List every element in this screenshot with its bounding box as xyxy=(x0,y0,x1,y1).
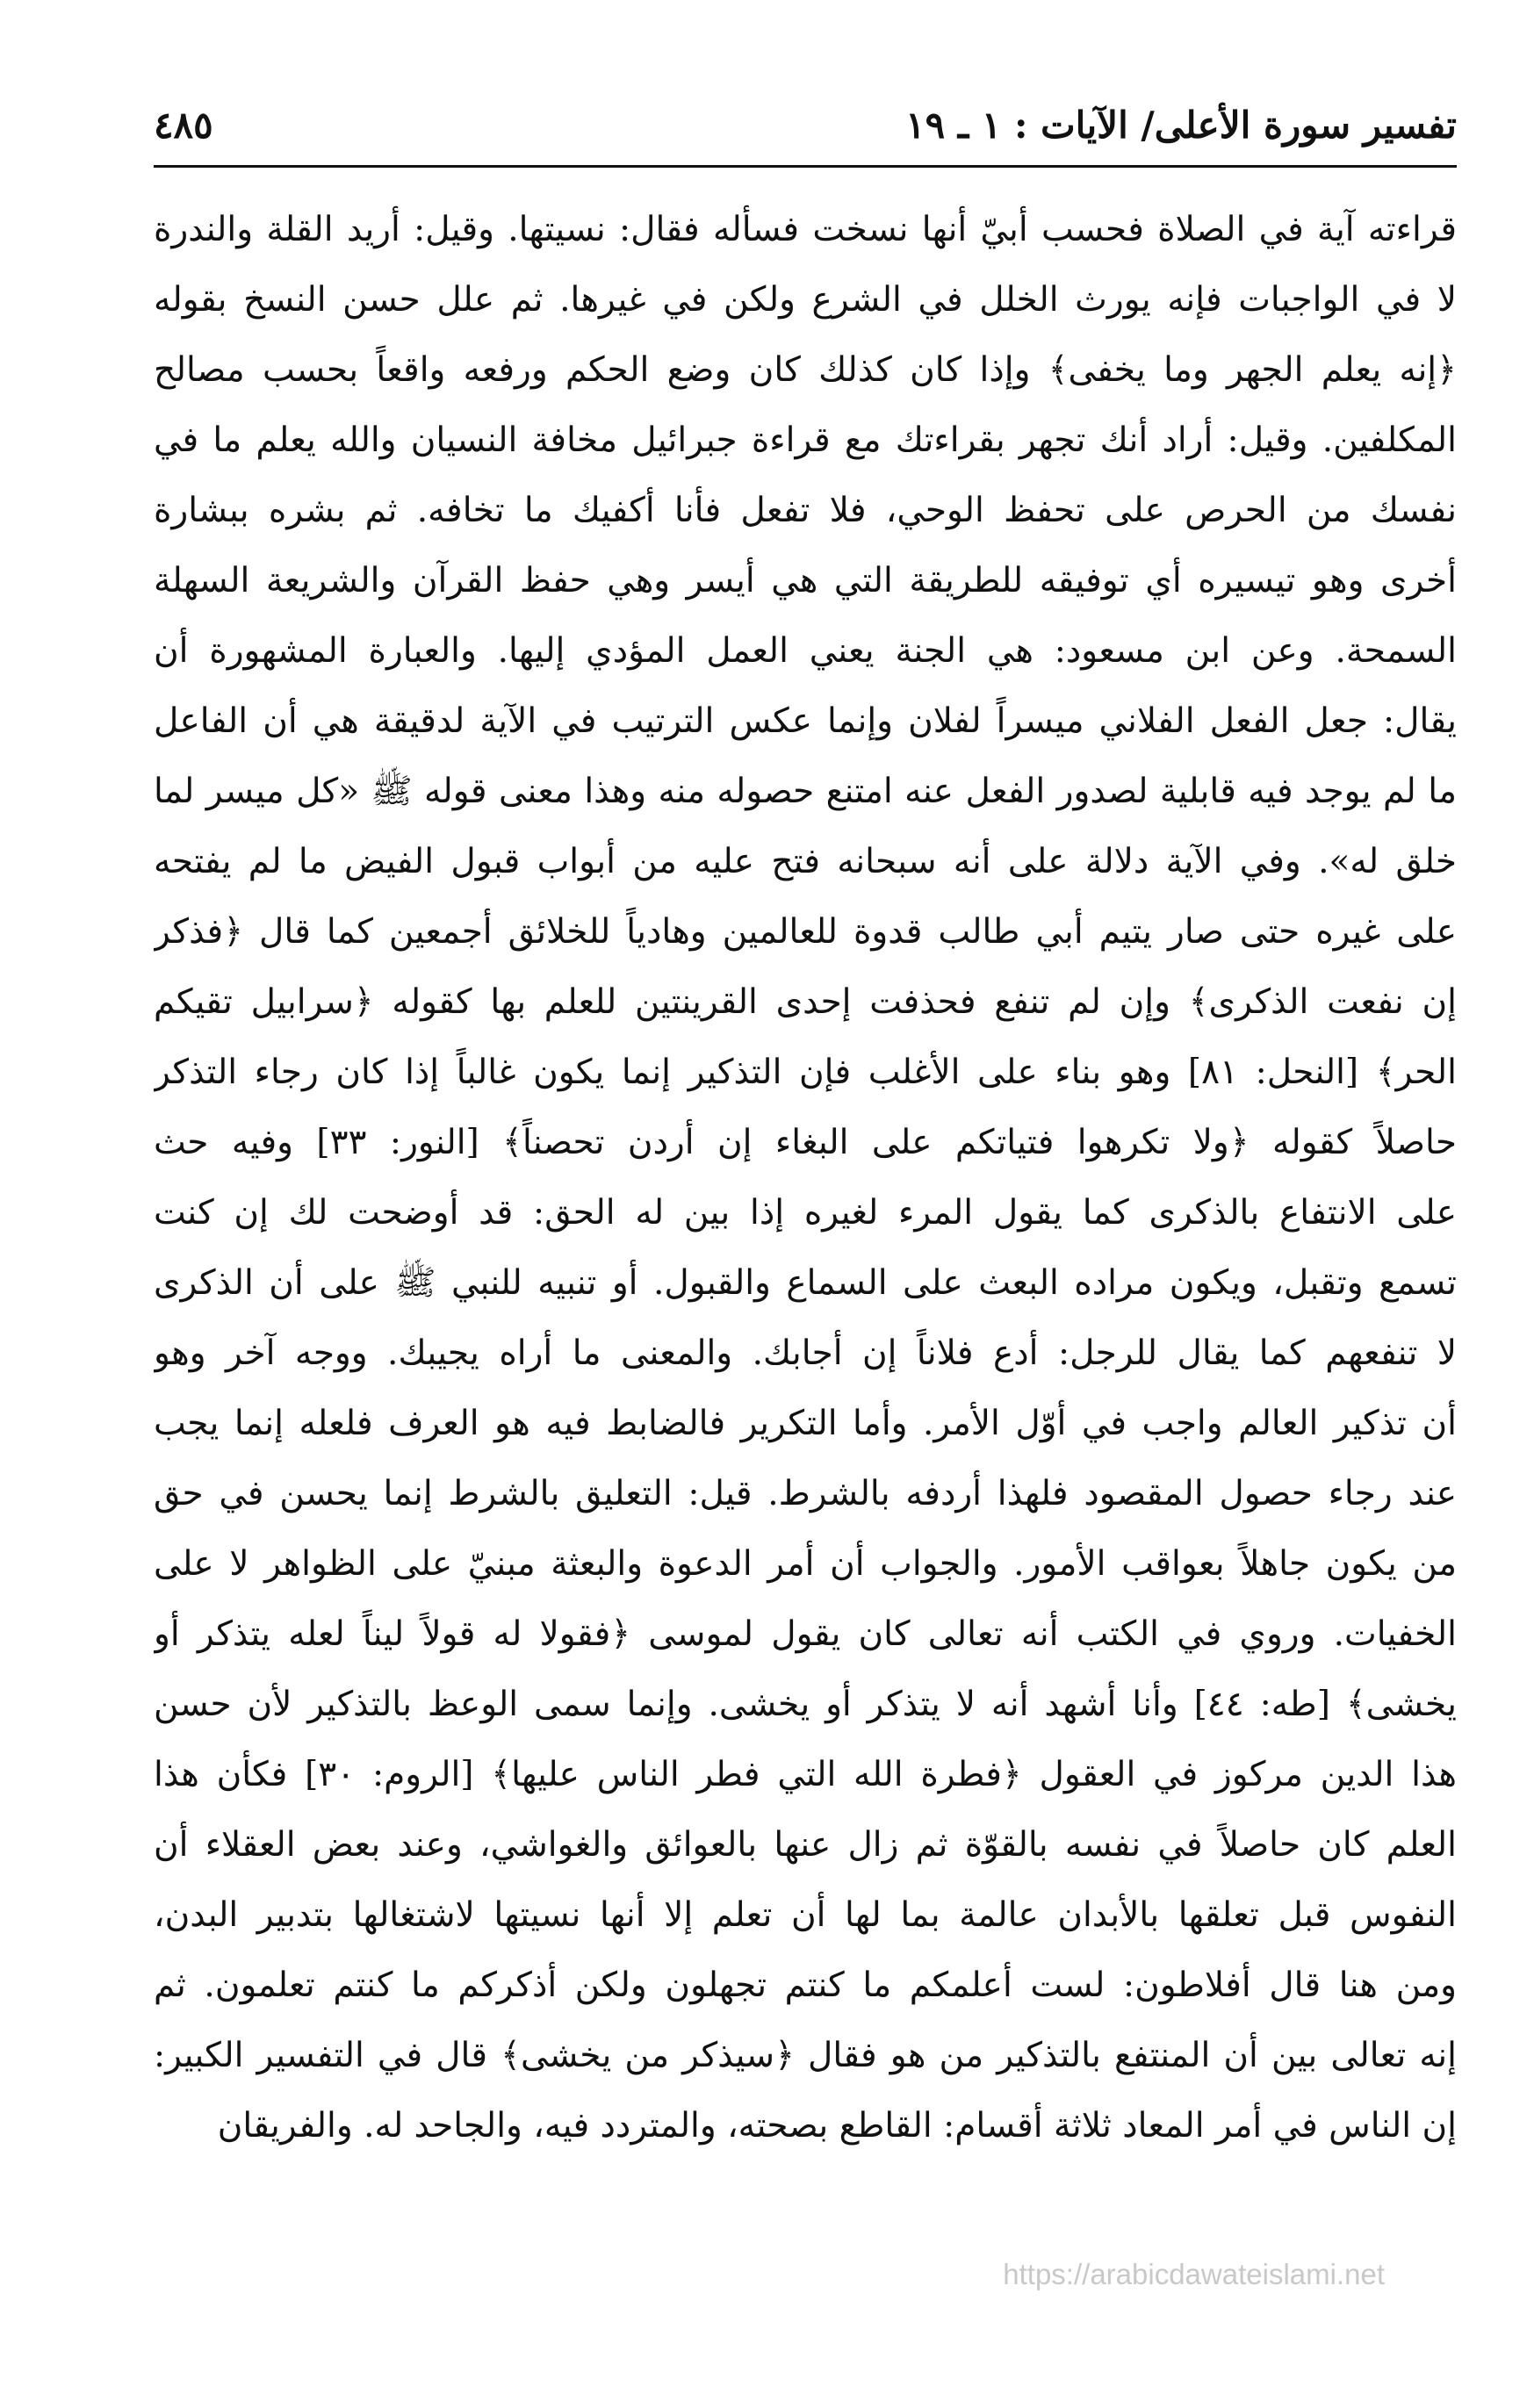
header-rule xyxy=(154,165,1457,168)
text-line: هذا الدين مركوز في العقول ﴿فطرة الله التي فطر الناس عليها﴾ [الروم: ٣٠] فكأن هذا xyxy=(154,1755,1457,1794)
text-line: إن نفعت الذكرى﴾ وإن لم تنفع فحذفت إحدى القرينتين للعلم بها كقوله ﴿سرابيل تقيكم xyxy=(154,982,1457,1022)
text-line: على غيره حتى صار يتيم أبي طالب قدوة للعالمين وهادياً للخلائق أجمعين كما قال ﴿فذكر xyxy=(154,912,1457,952)
text-line: حاصلاً كقوله ﴿ولا تكرهوا فتياتكم على البغاء إن أردن تحصناً﴾ [النور: ٣٣] وفيه حث xyxy=(154,1123,1457,1162)
text-line: يقال: جعل الفعل الفلاني ميسراً لفلان وإنما عكس الترتيب في الآية لدقيقة هي أن الفاعل xyxy=(154,701,1457,741)
watermark-url: https://arabicdawateislami.net xyxy=(1003,2258,1385,2290)
text-line: يخشى﴾ [طه: ٤٤] وأنا أشهد أنه لا يتذكر أو يخشى. وإنما سمى الوعظ بالتذكير لأن حسن xyxy=(154,1685,1457,1724)
body-text xyxy=(154,195,1457,2161)
running-title: تفسير سورة الأعلى/ الآيات : ١ ـ ١٩ xyxy=(905,104,1457,147)
text-line: ﴿إنه يعلم الجهر وما يخفى﴾ وإذا كان كذلك كان وضع الحكم ورفعه واقعاً بحسب مصالح xyxy=(154,350,1457,390)
page-header xyxy=(154,95,1457,165)
text-line: العلم كان حاصلاً في نفسه بالقوّة ثم زال عنها بالعوائق والغواشي، وعند بعض العقلاء أن xyxy=(154,1825,1457,1865)
text-line: نفسك من الحرص على تحفظ الوحي، فلا تفعل فأنا أكفيك ما تخافه. ثم بشره ببشارة xyxy=(154,491,1457,530)
text-line: لا تنفعهم كما يقال للرجل: أدع فلاناً إن أجابك. والمعنى ما أراه يجيبك. ووجه آخر وهو xyxy=(154,1333,1457,1373)
text-line: لا في الواجبات فإنه يورث الخلل في الشرع ولكن في غيرها. ثم علل حسن النسخ بقوله xyxy=(154,280,1457,320)
text-line: الخفيات. وروي في الكتب أنه تعالى كان يقول لموسى ﴿فقولا له قولاً ليناً لعله يتذكر أو xyxy=(154,1614,1457,1654)
text-line: عند رجاء حصول المقصود فلهذا أردفه بالشرط. قيل: التعليق بالشرط إنما يحسن في حق xyxy=(154,1474,1457,1513)
text-line: على الانتفاع بالذكرى كما يقول المرء لغيره إذا بين له الحق: قد أوضحت لك إن كنت xyxy=(154,1193,1457,1233)
text-line: خلق له». وفي الآية دلالة على أنه سبحانه فتح عليه من أبواب قبول الفيض ما لم يفتحه xyxy=(154,842,1457,881)
text-line: إنه تعالى بين أن المنتفع بالتذكير من هو فقال ﴿سيذكر من يخشى﴾ قال في التفسير الكبير: xyxy=(154,2036,1457,2075)
text-line: إن الناس في أمر المعاد ثلاثة أقسام: القاطع بصحته، والمتردد فيه، والجاحد له. والفريقان xyxy=(217,2106,1457,2146)
text-line: المكلفين. وقيل: أراد أنك تجهر بقراءتك مع قراءة جبرائيل مخافة النسيان والله يعلم ما في xyxy=(154,421,1457,460)
text-line: السمحة. وعن ابن مسعود: هي الجنة يعني العمل المؤدي إليها. والعبارة المشهورة أن xyxy=(154,631,1457,671)
text-line: قراءته آية في الصلاة فحسب أبيّ أنها نسخت فسأله فقال: نسيتها. وقيل: أريد القلة والندرة xyxy=(154,210,1457,249)
text-line: ومن هنا قال أفلاطون: لست أعلمكم ما كنتم تجهلون ولكن أذكركم ما كنتم تعلمون. ثم xyxy=(154,1966,1457,2005)
text-line: الحر﴾ [النحل: ٨١] وهو بناء على الأغلب فإن التذكير إنما يكون غالباً إذا كان رجاء التذكر xyxy=(154,1053,1457,1092)
text-line: أخرى وهو تيسيره أي توفيقه للطريقة التي هي أيسر وهي حفظ القرآن والشريعة السهلة xyxy=(154,561,1457,600)
text-line: تسمع وتقبل، ويكون مراده البعث على السماع والقبول. أو تنبيه للنبي ﷺ على أن الذكرى xyxy=(154,1263,1457,1303)
text-line: أن تذكير العالم واجب في أوّل الأمر. وأما التكرير فالضابط فيه هو العرف فلعله إنما يجب xyxy=(154,1404,1457,1443)
text-line: ما لم يوجد فيه قابلية لصدور الفعل عنه امتنع حصوله منه وهذا معنى قوله ﷺ «كل ميسر لما xyxy=(154,772,1457,811)
text-line: النفوس قبل تعلقها بالأبدان عالمة بما لها أن تعلم إلا أنها نسيتها لاشتغالها بتدبير البدن، xyxy=(154,1895,1457,1935)
text-line: من يكون جاهلاً بعواقب الأمور. والجواب أن أمر الدعوة والبعثة مبنيّ على الظواهر لا على xyxy=(154,1544,1457,1584)
page-number: ٤٨٥ xyxy=(154,104,213,147)
